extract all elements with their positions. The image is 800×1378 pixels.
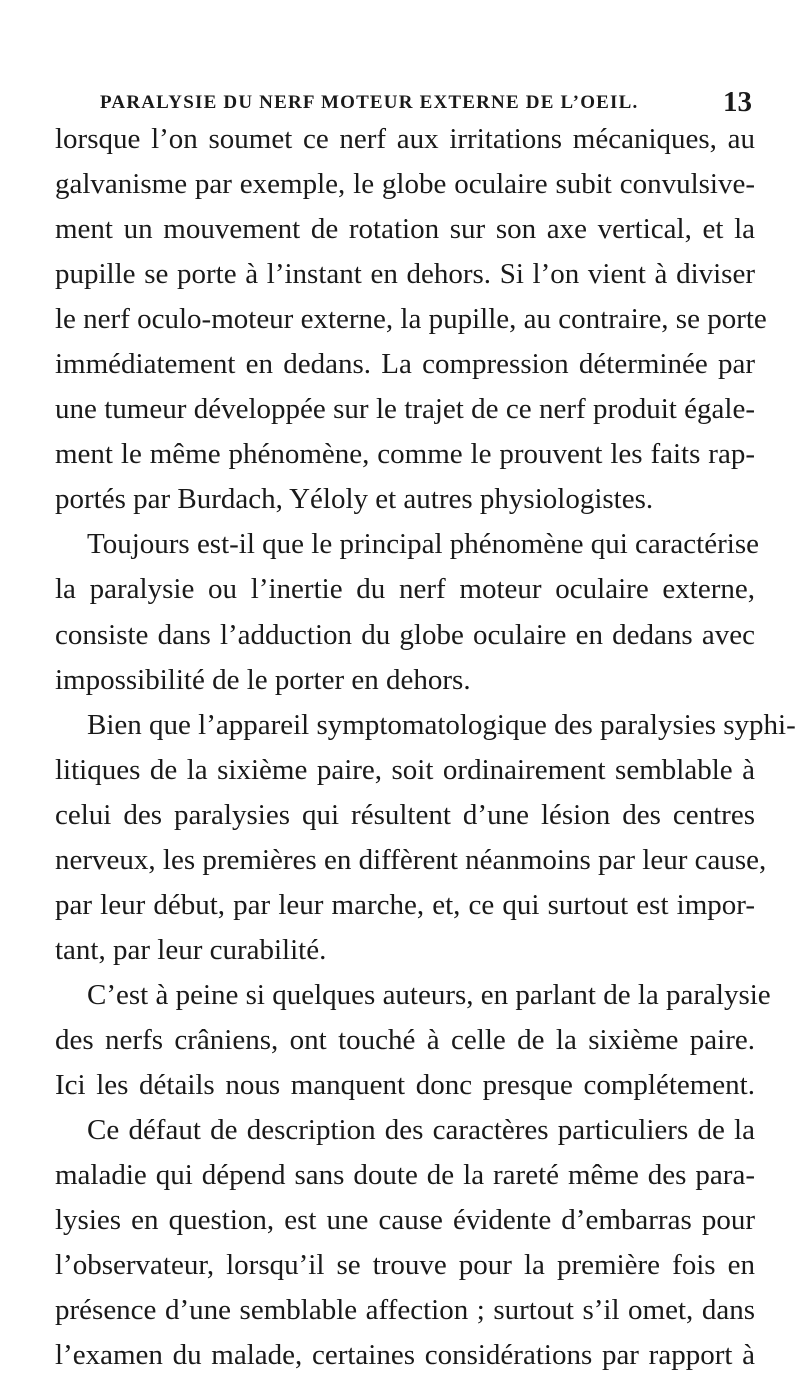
text-line: galvanisme par exemple, le globe oculaire subit convulsive-: [55, 168, 755, 201]
text-line: litiques de la sixième paire, soit ordinairement semblable à: [55, 753, 755, 786]
text-line: présence d’une semblable affection ; surtout s’il omet, dans: [55, 1294, 755, 1327]
text-line: celui des paralysies qui résultent d’une lésion des centres: [55, 798, 755, 831]
text-line: une tumeur développée sur le trajet de ce nerf produit égale-: [55, 393, 755, 426]
text-line: ment un mouvement de rotation sur son axe vertical, et la: [55, 213, 755, 246]
text-line: par leur début, par leur marche, et, ce qui surtout est impor-: [55, 888, 755, 921]
paragraph-start-line: Bien que l’appareil symptomatologique des paralysies syphi-: [87, 708, 796, 741]
paragraph-start-line: C’est à peine si quelques auteurs, en parlant de la paralysie: [87, 978, 771, 1011]
text-line: l’examen du malade, certaines considérations par rapport à: [55, 1339, 755, 1372]
text-line: l’observateur, lorsqu’il se trouve pour la première fois en: [55, 1249, 755, 1282]
text-line: immédiatement en dedans. La compression déterminée par: [55, 348, 755, 381]
body-text: [55, 117, 796, 1378]
text-line: des nerfs crâniens, ont touché à celle de la sixième paire.: [55, 1023, 755, 1056]
text-line: lysies en question, est une cause évidente d’embarras pour: [55, 1204, 755, 1237]
text-line: pupille se porte à l’instant en dehors. Si l’on vient à diviser: [55, 258, 755, 291]
text-line: ment le même phénomène, comme le prouvent les faits rap-: [55, 438, 755, 471]
text-line: Ici les détails nous manquent donc presque complétement.: [55, 1068, 755, 1101]
text-line: nerveux, les premières en diffèrent néanmoins par leur cause,: [55, 843, 767, 876]
text-line: tant, par leur curabilité.: [55, 933, 327, 966]
paragraph-start-line: Ce défaut de description des caractères particuliers de la: [87, 1114, 755, 1147]
text-line: impossibilité de le porter en dehors.: [55, 663, 471, 696]
text-line: consiste dans l’adduction du globe oculaire en dedans avec: [55, 618, 755, 651]
running-title: PARALYSIE DU NERF MOTEUR EXTERNE DE L’OEIL.: [100, 92, 639, 113]
text-line: le nerf oculo-moteur externe, la pupille, au contraire, se porte: [55, 303, 767, 336]
page-number: 13: [723, 86, 752, 118]
text-line: lorsque l’on soumet ce nerf aux irritations mécaniques, au: [55, 123, 755, 155]
text-line: la paralysie ou l’inertie du nerf moteur oculaire externe,: [55, 573, 755, 606]
text-line: portés par Burdach, Yéloly et autres physiologistes.: [55, 483, 654, 516]
paragraph-start-line: Toujours est-il que le principal phénomène qui caractérise: [87, 528, 759, 561]
text-line: maladie qui dépend sans doute de la rareté même des para-: [55, 1159, 755, 1192]
